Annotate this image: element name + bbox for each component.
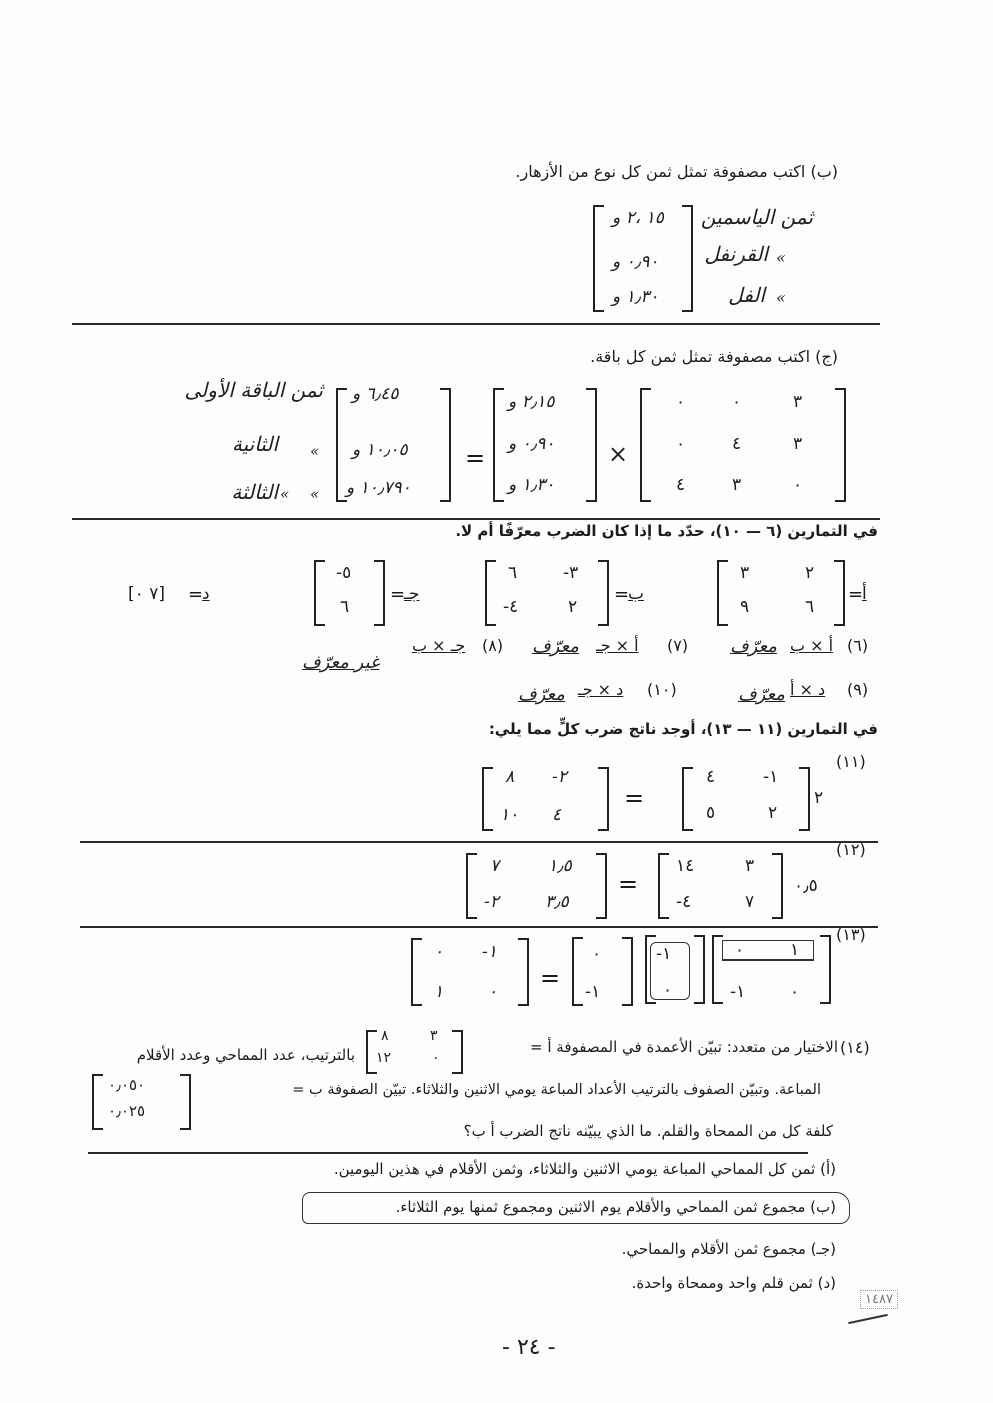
ex13-equals: = [540, 964, 561, 992]
matrix-b-label-3: الفل [728, 283, 765, 307]
results-cell: ٦٫٤٥ و [352, 384, 399, 404]
ex12-num: (١٢) [836, 840, 866, 859]
matrix-b-label-1: ثمن الياسمين [700, 205, 813, 229]
matrix-b2-cell: -٤ [503, 597, 519, 617]
section-b-prompt: (ب) اكتب مصفوفة تمثل ثمن كل نوع من الأزهار. [515, 162, 838, 181]
matrix-c-left-bracket [314, 560, 325, 626]
ex12-result-right-bracket [596, 853, 607, 919]
counts-left-bracket [640, 388, 651, 502]
matrix-b2-right-bracket [598, 560, 609, 626]
item-8-expr: جـ × ب [412, 636, 466, 655]
item-6-num: (٦) [847, 636, 869, 655]
ex12-result-left-bracket [466, 853, 477, 919]
matrix-a-eq: = [848, 584, 864, 605]
divider-1 [72, 323, 880, 325]
counts-cell: ٣ [793, 434, 803, 454]
page-number: - ٢٤ - [502, 1335, 556, 1360]
ex12-matrix-cell: -٤ [676, 892, 692, 912]
ex14-option-b: (ب) مجموع ثمن المماحي والأقلام يوم الاثنين ومجموع ثمنها يوم الثلاثاء. [395, 1198, 836, 1216]
matrix-c-cell: -٥ [336, 563, 352, 583]
results-cell: ١٠٫٧٩٠ و [346, 478, 411, 498]
matrix-b2-left-bracket [485, 560, 496, 626]
ex13-left-cell: -١ [730, 982, 746, 1002]
ditto-mark-b2: « [776, 288, 786, 307]
ex11-matrix-right-bracket [799, 767, 810, 831]
ex13-left-right-bracket [820, 935, 831, 1004]
ex14-option-a: (أ) ثمن كل المماحي المباعة يومي الاثنين والثلاثاء، وثمن الأقلام في هذين اليومين. [333, 1160, 836, 1178]
ex12-matrix-cell: ١٤ [676, 856, 695, 876]
matrix-b-eq: = [614, 584, 630, 605]
divider-4 [80, 926, 878, 928]
ex11-num: (١١) [836, 752, 866, 771]
counts-cell: ٠ [732, 392, 742, 412]
times-sign: × [608, 440, 629, 468]
matrix-d-value: [٧ ٠] [128, 584, 165, 604]
divider-3 [80, 841, 878, 843]
pen-stroke [848, 1314, 888, 1324]
ex13-right2-right-bracket [622, 937, 633, 1006]
matrix-a-left-bracket [717, 560, 728, 626]
ex11-result-cell: ٤ [552, 805, 562, 825]
item-7-expr: أ × جـ [596, 636, 639, 655]
bouquet-label-1: ثمن الباقة الأولى [184, 378, 323, 402]
matrix-b-label-2: القرنفل [704, 242, 768, 266]
ex12-scalar: ٠٫٥ [794, 876, 818, 896]
exercises-11-13-intro: في التمارين (١١ — ١٣)، أوجد ناتج ضرب كلٍّ مما يلي: [488, 720, 878, 738]
ex12-matrix-left-bracket [658, 853, 669, 919]
divider-5 [88, 1152, 808, 1154]
item-9-answer: معرّف [738, 684, 785, 705]
prices-cell: ١٫٣٠ و [508, 475, 555, 495]
matrix-b-name: ب [628, 584, 645, 604]
matrix-d-eq: = [188, 584, 204, 605]
bouquet-label-3: الثالثة [231, 480, 278, 504]
ex11-result-right-bracket [598, 767, 609, 831]
ex11-scalar: ٢ [814, 788, 824, 808]
counts-cell: ٤ [676, 475, 686, 495]
ditto-mark-c2: « [280, 485, 290, 503]
item-10-expr: د × جـ [578, 680, 624, 699]
counts-cell: ٠ [676, 434, 686, 454]
item-7-answer: معرّف [532, 636, 579, 657]
prices-cell: ٢٫١٥ و [508, 392, 555, 412]
item-8-answer: غير معرّف [302, 652, 380, 673]
section-c-prompt: (ج) اكتب مصفوفة تمثل ثمن كل باقة. [590, 347, 838, 366]
counts-cell: ٤ [732, 434, 742, 454]
matrix-a-right-bracket [834, 560, 845, 626]
ex12-result-cell: -٢ [484, 892, 499, 912]
matrix-b-value-2: ٠٫٩٠ و [612, 252, 659, 272]
counts-cell: ٣ [793, 392, 803, 412]
ex14-option-c: (جـ) مجموع ثمن الأقلام والمماحي. [621, 1240, 836, 1258]
counts-cell: ٠ [676, 392, 686, 412]
counts-cell: ٣ [732, 475, 742, 495]
item-7-num: (٧) [667, 636, 689, 655]
ex14-matrix-a-cell: ٣ [430, 1028, 438, 1044]
ex11-equals: = [624, 784, 645, 812]
matrix-a-cell: ٢ [805, 563, 815, 583]
ex13-right-cell: -١ [656, 944, 672, 964]
ex11-matrix-cell: ٥ [706, 803, 716, 823]
counts-right-bracket [835, 388, 846, 502]
matrix-c-eq: = [390, 584, 406, 605]
exercises-6-10-intro: في التمارين (٦ — ١٠)، حدّد ما إذا كان الضرب معرّفًا أم لا. [455, 522, 878, 540]
matrix-c-name: جـ [404, 584, 420, 604]
ex14-num: (١٤) [840, 1038, 870, 1057]
ex13-right2-cell: ٠ [592, 944, 602, 964]
ex11-result-cell: ٨ [505, 767, 515, 787]
ex14-matrix-b-right-bracket [180, 1074, 191, 1130]
ex11-result-cell: ١٠ [500, 805, 519, 825]
ex14-option-d: (د) ثمن قلم واحد وممحاة واحدة. [631, 1274, 836, 1292]
ex12-result-cell: ١٫٥ [548, 856, 572, 876]
ex13-num: (١٣) [836, 925, 866, 944]
ex13-right-cell: ٠ [663, 980, 673, 1000]
ex14-matrix-b-left-bracket [92, 1074, 103, 1130]
ex14-line1-a: الاختيار من متعدد: تبيّن الأعمدة في المصفوفة أ = [530, 1038, 838, 1056]
ex13-left-cell: ١ [790, 940, 800, 960]
bouquet-label-2: الثانية [231, 432, 278, 456]
ex14-matrix-a-cell: ٨ [381, 1028, 389, 1044]
prices-left-bracket [493, 388, 504, 502]
ex13-result-cell: ٠ [488, 982, 498, 1002]
ex13-result-left-bracket [411, 938, 422, 1006]
ex12-matrix-cell: ٧ [745, 892, 755, 912]
ditto-mark-c1: « [310, 442, 320, 460]
ex14-matrix-a-cell: ١٢ [376, 1050, 392, 1066]
ex13-right-right-bracket [694, 935, 705, 1004]
item-10-answer: معرّف [518, 684, 565, 705]
ex14-matrix-a-right-bracket [452, 1030, 463, 1074]
matrix-b2-cell: -٣ [563, 563, 579, 583]
stamp: ١٤٨٧ [860, 1290, 898, 1309]
prices-cell: ٠٫٩٠ و [508, 434, 555, 454]
matrix-a-cell: ٦ [805, 597, 815, 617]
ex11-matrix-cell: -١ [763, 767, 779, 787]
matrix-a-cell: ٣ [740, 563, 750, 583]
counts-cell: ٠ [793, 475, 803, 495]
matrix-b-value-3: ١٫٣٠ و [612, 287, 659, 307]
matrix-b-value-1: ١٥ ،٢ و [612, 208, 664, 228]
item-8-num: (٨) [482, 636, 504, 655]
results-cell: ١٠٫٠٥ و [352, 440, 408, 460]
ex12-matrix-right-bracket [772, 853, 783, 919]
matrix-b2-cell: ٦ [508, 563, 518, 583]
matrix-b-left-bracket [593, 205, 604, 312]
ex14-matrix-b-cell: ٠٫٠٥٠ [108, 1076, 146, 1094]
ex11-result-cell: -٢ [552, 767, 567, 787]
matrix-c-right-bracket [374, 560, 385, 626]
ex13-left-cell: ٠ [735, 940, 745, 960]
ex13-right2-cell: -١ [585, 982, 601, 1002]
ex14-matrix-b-cell: ٠٫٠٢٥ [108, 1102, 146, 1120]
divider-2 [72, 518, 880, 520]
prices-right-bracket [586, 388, 597, 502]
ex13-left-cell: ٠ [790, 982, 800, 1002]
ex13-result-cell: -١ [482, 942, 497, 962]
ex13-result-cell: ١ [434, 982, 444, 1002]
ex14-line3: كلفة كل من الممحاة والقلم. ما الذي يبيّنه ناتج الضرب أ ب؟ [463, 1122, 833, 1140]
matrix-a-name: أ [862, 584, 867, 604]
item-10-num: (١٠) [647, 680, 677, 699]
ex12-result-cell: ٧ [490, 856, 500, 876]
item-9-expr: د × أ [790, 680, 826, 699]
ex14-matrix-a-cell: ٠ [432, 1050, 440, 1066]
ex12-matrix-cell: ٣ [745, 856, 755, 876]
ex11-matrix-cell: ٢ [768, 803, 778, 823]
item-6-expr: أ × ب [790, 636, 834, 655]
ex11-matrix-left-bracket [682, 767, 693, 831]
matrix-b2-cell: ٢ [568, 597, 578, 617]
item-9-num: (٩) [847, 680, 869, 699]
ditto-mark-b1: « [776, 248, 786, 267]
equals-sign: = [465, 444, 486, 472]
ex13-right2-left-bracket [572, 937, 583, 1006]
ex11-matrix-cell: ٤ [706, 767, 716, 787]
matrix-b-right-bracket [682, 205, 693, 312]
ex14-line1-b: بالترتيب، عدد المماحي وعدد الأقلام [136, 1046, 355, 1064]
ex13-result-right-bracket [518, 938, 529, 1006]
matrix-a-cell: ٩ [740, 597, 750, 617]
results-right-bracket [440, 388, 451, 502]
matrix-c-cell: ٦ [340, 597, 350, 617]
ditto-mark-c3: « [310, 485, 320, 503]
ex12-equals: = [618, 870, 639, 898]
ex12-result-cell: ٣٫٥ [545, 892, 569, 912]
ex11-result-left-bracket [482, 767, 493, 831]
ex14-line2: المباعة. وتبيّن الصفوف بالترتيب الأعداد المباعة يومي الاثنين والثلاثاء. تبيّن الصفوفة ب = [292, 1082, 821, 1098]
matrix-d-name: د [202, 584, 210, 604]
ex13-result-cell: ٠ [434, 942, 444, 962]
item-6-answer: معرّف [730, 636, 777, 657]
